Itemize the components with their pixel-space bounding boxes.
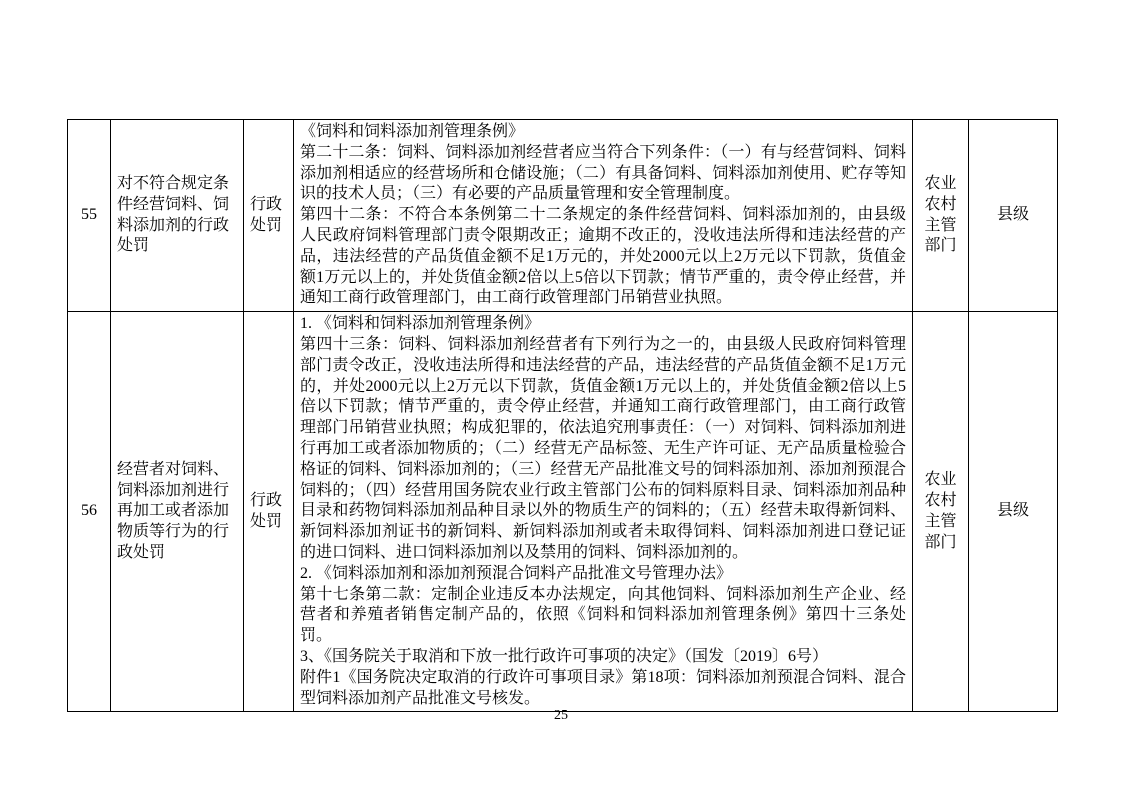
item-description: 经营者对饲料、饲料添加剂进行再加工或者添加物质等行为的行政处罚 (111, 312, 244, 712)
legal-paragraph: 2. 《饲料添加剂和添加剂预混合饲料产品批准文号管理办法》 (300, 564, 733, 582)
row-number: 55 (68, 120, 111, 312)
table-row (68, 312, 1058, 712)
row-number: 56 (68, 312, 111, 712)
legal-paragraph: 1. 《饲料和饲料添加剂管理条例》 (300, 315, 541, 333)
responsible-department: 农业农村主管部门 (913, 120, 969, 312)
penalty-type: 行政处罚 (244, 120, 294, 312)
item-description: 对不符合规定条件经营饲料、饲料添加剂的行政处罚 (111, 120, 244, 312)
legal-paragraph: 第二十二条：饲料、饲料添加剂经营者应当符合下列条件：（一）有与经营饲料、饲料添加剂相适应的经营场所和仓储设施；（二）有具备饲料、饲料添加剂使用、贮存等知识的技术人员；（三）有必要的产品质量管理和安全管理制度。 (300, 143, 906, 203)
admin-level: 县级 (969, 312, 1058, 712)
legal-paragraph: 3、《国务院关于取消和下放一批行政许可事项的决定》（国发〔2019〕6号） (300, 647, 829, 665)
regulation-penalty-table (67, 119, 1058, 712)
responsible-department: 农业农村主管部门 (913, 312, 969, 712)
admin-level: 县级 (969, 120, 1058, 312)
legal-paragraph: 第四十三条：饲料、饲料添加剂经营者有下列行为之一的，由县级人民政府饲料管理部门责令改正，没收违法所得和违法经营的产品，违法经营的产品货值金额不足1万元的，并处2000元以上2万元以下罚款，货值金额1万元以上的，并处货值金额2倍以上5倍以下罚款；情节严重的，责令停止经营，并通知工商行政管理部门，由工商行政管理部门吊销营业执照；构成犯罪的，依法追究刑事责任：（一）对饲料、饲料添加剂进行再加工或者添加物质的；（二）经营无产品标签、无生产许可证、无产品质量检验合格证的饲料、饲料添加剂的；（三）经营无产品批准文号的饲料添加剂、添加剂预混合饲料的；（四）经营用国务院农业行政主管部门公布的饲料原料目录、饲料添加剂品种目录和药物饲料添加剂品种目录以外的物质生产的饲料的；（五）经营未取得新饲料、新饲料添加剂证书的新饲料、新饲料添加剂或者未取得饲料、饲料添加剂进口登记证的进口饲料、进口饲料添加剂以及禁用的饲料、饲料添加剂的。 (300, 335, 906, 561)
legal-basis-cell (294, 312, 913, 712)
page-number: 25 (554, 708, 568, 723)
legal-paragraph: 附件1《国务院决定取消的行政许可事项目录》第18项：饲料添加剂预混合饲料、混合型饲料添加剂产品批准文号核发。 (300, 668, 906, 707)
legal-basis-cell (294, 120, 913, 312)
legal-paragraph: 第十七条第二款：定制企业违反本办法规定，向其他饲料、饲料添加剂生产企业、经营者和养殖者销售定制产品的，依照《饲料和饲料添加剂管理条例》第四十三条处罚。 (300, 585, 906, 645)
table-row (68, 120, 1058, 312)
legal-paragraph: 《饲料和饲料添加剂管理条例》 (300, 123, 525, 140)
legal-paragraph: 第四十二条：不符合本条例第二十二条规定的条件经营饲料、饲料添加剂的，由县级人民政府饲料管理部门责令限期改正；逾期不改正的，没收违法所得和违法经营的产品，违法经营的产品货值金额不足1万元的，并处2000元以上2万元以下罚款，货值金额1万元以上的，并处货值金额2倍以上5倍以下罚款；情节严重的，责令停止经营，并通知工商行政管理部门，由工商行政管理部门吊销营业执照。 (300, 206, 906, 307)
penalty-type: 行政处罚 (244, 312, 294, 712)
